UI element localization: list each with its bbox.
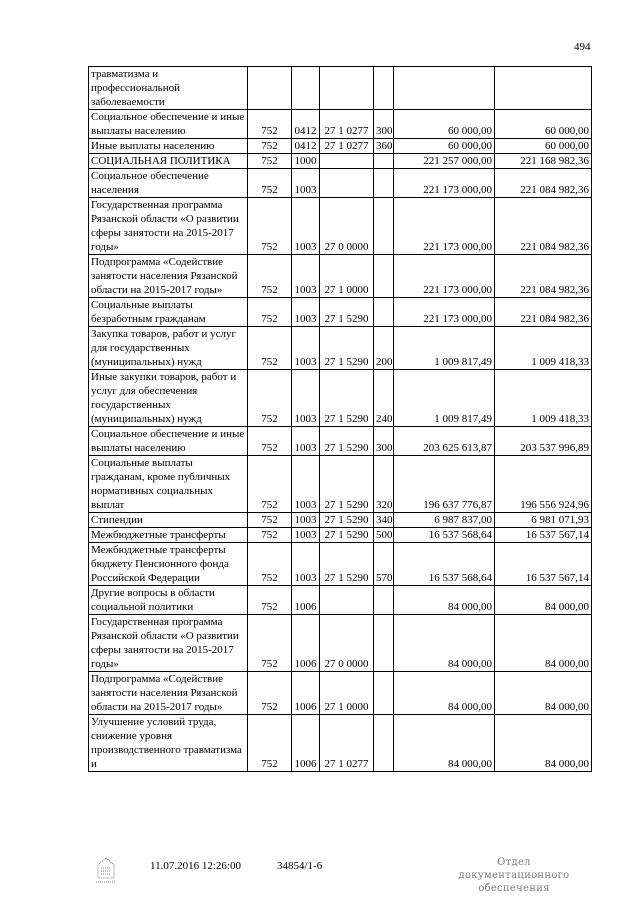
- row-sum-executed: 60 000,00: [495, 110, 592, 139]
- table-row: [89, 198, 592, 255]
- row-grbs-code: 752: [248, 615, 292, 672]
- row-expense-type: [374, 615, 394, 672]
- row-sum-planned: 60 000,00: [394, 110, 495, 139]
- row-grbs-code: 752: [248, 327, 292, 370]
- row-sum-planned: 84 000,00: [394, 672, 495, 715]
- row-target-code: 27 1 0000: [320, 255, 374, 298]
- row-name: Социальные выплаты гражданам, кроме публичных нормативных социальных выплат: [89, 456, 248, 513]
- row-target-code: 27 1 5290: [320, 513, 374, 528]
- row-section-code: 1000: [292, 154, 320, 169]
- row-grbs-code: 752: [248, 543, 292, 586]
- row-target-code: 27 1 0277: [320, 715, 374, 772]
- row-grbs-code: 752: [248, 198, 292, 255]
- row-section-code: 1003: [292, 513, 320, 528]
- row-grbs-code: 752: [248, 513, 292, 528]
- row-sum-executed: 1 009 418,33: [495, 327, 592, 370]
- row-sum-planned: 203 625 613,87: [394, 427, 495, 456]
- row-name: Закупка товаров, работ и услуг для государственных (муниципальных) нужд: [89, 327, 248, 370]
- row-sum-executed: 6 981 071,93: [495, 513, 592, 528]
- row-section-code: 1003: [292, 298, 320, 327]
- row-expense-type: 570: [374, 543, 394, 586]
- table-row: [89, 543, 592, 586]
- row-target-code: 27 1 5290: [320, 543, 374, 586]
- row-target-code: 27 1 5290: [320, 456, 374, 513]
- row-sum-executed: 221 168 982,36: [495, 154, 592, 169]
- row-target-code: 27 1 0000: [320, 672, 374, 715]
- row-grbs-code: 752: [248, 715, 292, 772]
- table-row: [89, 255, 592, 298]
- row-target-code: 27 1 5290: [320, 427, 374, 456]
- row-grbs-code: 752: [248, 586, 292, 615]
- row-target-code: 27 1 0277: [320, 139, 374, 154]
- row-sum-planned: 84 000,00: [394, 586, 495, 615]
- row-section-code: 0412: [292, 139, 320, 154]
- page-footer: [0, 850, 640, 900]
- row-expense-type: [374, 255, 394, 298]
- row-section-code: 1003: [292, 327, 320, 370]
- row-sum-planned: 16 537 568,64: [394, 528, 495, 543]
- row-name: Социальное обеспечение и иные выплаты населению: [89, 427, 248, 456]
- row-target-code: 27 1 5290: [320, 528, 374, 543]
- row-expense-type: 200: [374, 327, 394, 370]
- row-sum-planned: 221 173 000,00: [394, 298, 495, 327]
- table-row: [89, 110, 592, 139]
- row-sum-executed: 221 084 982,36: [495, 198, 592, 255]
- row-expense-type: [374, 586, 394, 615]
- row-section-code: 1003: [292, 543, 320, 586]
- row-expense-type: [374, 672, 394, 715]
- row-sum-executed: 16 537 567,14: [495, 543, 592, 586]
- row-expense-type: 300: [374, 110, 394, 139]
- row-expense-type: 320: [374, 456, 394, 513]
- row-target-code: 27 1 0277: [320, 110, 374, 139]
- row-section-code: 1006: [292, 715, 320, 772]
- row-section-code: 1006: [292, 615, 320, 672]
- row-expense-type: [374, 298, 394, 327]
- row-grbs-code: 752: [248, 169, 292, 198]
- row-sum-planned: 221 257 000,00: [394, 154, 495, 169]
- row-sum-executed: 221 084 982,36: [495, 169, 592, 198]
- row-sum-planned: 196 637 776,87: [394, 456, 495, 513]
- row-section-code: 1003: [292, 456, 320, 513]
- row-section-code: 1003: [292, 169, 320, 198]
- row-name: Социальные выплаты безработным гражданам: [89, 298, 248, 327]
- row-sum-executed: 84 000,00: [495, 672, 592, 715]
- row-name: Подпрограмма «Содействие занятости населения Рязанской области на 2015-2017 годы»: [89, 672, 248, 715]
- row-grbs-code: 752: [248, 427, 292, 456]
- row-sum-planned: 16 537 568,64: [394, 543, 495, 586]
- row-grbs-code: 752: [248, 370, 292, 427]
- row-grbs-code: 752: [248, 528, 292, 543]
- row-name: Подпрограмма «Содействие занятости населения Рязанской области на 2015-2017 годы»: [89, 255, 248, 298]
- row-section-code: 1003: [292, 528, 320, 543]
- table-row: [89, 456, 592, 513]
- row-section-code: 0412: [292, 110, 320, 139]
- row-name: Другие вопросы в области социальной политики: [89, 586, 248, 615]
- budget-table: [88, 66, 592, 772]
- row-sum-executed: [495, 67, 592, 110]
- row-grbs-code: 752: [248, 672, 292, 715]
- stamp-icon: [94, 856, 118, 884]
- table-row: [89, 154, 592, 169]
- row-target-code: 27 1 5290: [320, 370, 374, 427]
- row-section-code: 1003: [292, 198, 320, 255]
- row-expense-type: 340: [374, 513, 394, 528]
- row-grbs-code: 752: [248, 139, 292, 154]
- row-name: СОЦИАЛЬНАЯ ПОЛИТИКА: [89, 154, 248, 169]
- row-expense-type: 360: [374, 139, 394, 154]
- row-target-code: [320, 169, 374, 198]
- table-row: [89, 528, 592, 543]
- row-target-code: 27 0 0000: [320, 198, 374, 255]
- table-row: [89, 615, 592, 672]
- row-name: Иные выплаты населению: [89, 139, 248, 154]
- row-sum-executed: 203 537 996,89: [495, 427, 592, 456]
- row-name: Социальное обеспечение населения: [89, 169, 248, 198]
- row-expense-type: 300: [374, 427, 394, 456]
- row-name: Государственная программа Рязанской области «О развитии сферы занятости на 2015-2017 годы»: [89, 198, 248, 255]
- table-row: [89, 67, 592, 110]
- row-name: Межбюджетные трансферты бюджету Пенсионного фонда Российской Федерации: [89, 543, 248, 586]
- row-sum-planned: 84 000,00: [394, 715, 495, 772]
- row-target-code: 27 0 0000: [320, 615, 374, 672]
- row-sum-executed: 84 000,00: [495, 715, 592, 772]
- row-expense-type: 240: [374, 370, 394, 427]
- row-sum-planned: 1 009 817,49: [394, 327, 495, 370]
- row-target-code: [320, 154, 374, 169]
- row-target-code: [320, 67, 374, 110]
- footer-department: Отдел документационного обеспечения: [458, 857, 570, 894]
- row-grbs-code: 752: [248, 110, 292, 139]
- row-section-code: 1003: [292, 427, 320, 456]
- row-section-code: 1003: [292, 370, 320, 427]
- row-grbs-code: 752: [248, 298, 292, 327]
- table-row: [89, 586, 592, 615]
- row-name: Улучшение условий труда, снижение уровня производственного травматизма и: [89, 715, 248, 772]
- footer-date: 11.07.2016 12:26:00: [150, 860, 241, 872]
- row-sum-planned: 1 009 817,49: [394, 370, 495, 427]
- row-section-code: 1006: [292, 586, 320, 615]
- row-name: травматизма и профессиональной заболеваемости: [89, 67, 248, 110]
- row-expense-type: [374, 154, 394, 169]
- row-expense-type: [374, 715, 394, 772]
- table-row: [89, 370, 592, 427]
- row-grbs-code: 752: [248, 154, 292, 169]
- page-number: 494: [574, 41, 591, 53]
- table-row: [89, 672, 592, 715]
- row-name: Межбюджетные трансферты: [89, 528, 248, 543]
- row-sum-executed: 60 000,00: [495, 139, 592, 154]
- row-expense-type: [374, 67, 394, 110]
- row-sum-planned: [394, 67, 495, 110]
- row-sum-planned: 221 173 000,00: [394, 255, 495, 298]
- row-name: Иные закупки товаров, работ и услуг для обеспечения государственных (муниципальных) нужд: [89, 370, 248, 427]
- row-sum-executed: 84 000,00: [495, 586, 592, 615]
- row-section-code: 1003: [292, 255, 320, 298]
- row-sum-planned: 221 173 000,00: [394, 169, 495, 198]
- row-target-code: [320, 586, 374, 615]
- row-name: Социальное обеспечение и иные выплаты населению: [89, 110, 248, 139]
- row-sum-executed: 221 084 982,36: [495, 255, 592, 298]
- row-section-code: [292, 67, 320, 110]
- row-sum-planned: 84 000,00: [394, 615, 495, 672]
- row-name: Государственная программа Рязанской области «О развитии сферы занятости на 2015-2017 годы»: [89, 615, 248, 672]
- table-row: [89, 298, 592, 327]
- row-target-code: 27 1 5290: [320, 298, 374, 327]
- footer-doc-number: 34854/1-6: [277, 860, 323, 872]
- row-section-code: 1006: [292, 672, 320, 715]
- row-sum-executed: 196 556 924,96: [495, 456, 592, 513]
- row-expense-type: [374, 198, 394, 255]
- row-sum-executed: 84 000,00: [495, 615, 592, 672]
- table-row: [89, 715, 592, 772]
- row-expense-type: 500: [374, 528, 394, 543]
- table-row: [89, 427, 592, 456]
- row-expense-type: [374, 169, 394, 198]
- table-row: [89, 169, 592, 198]
- table-row: [89, 513, 592, 528]
- table-row: [89, 139, 592, 154]
- row-sum-executed: 221 084 982,36: [495, 298, 592, 327]
- row-grbs-code: [248, 67, 292, 110]
- row-target-code: 27 1 5290: [320, 327, 374, 370]
- row-sum-executed: 1 009 418,33: [495, 370, 592, 427]
- row-sum-planned: 6 987 837,00: [394, 513, 495, 528]
- row-grbs-code: 752: [248, 456, 292, 513]
- row-sum-executed: 16 537 567,14: [495, 528, 592, 543]
- row-grbs-code: 752: [248, 255, 292, 298]
- row-name: Стипендии: [89, 513, 248, 528]
- table-row: [89, 327, 592, 370]
- row-sum-planned: 60 000,00: [394, 139, 495, 154]
- row-sum-planned: 221 173 000,00: [394, 198, 495, 255]
